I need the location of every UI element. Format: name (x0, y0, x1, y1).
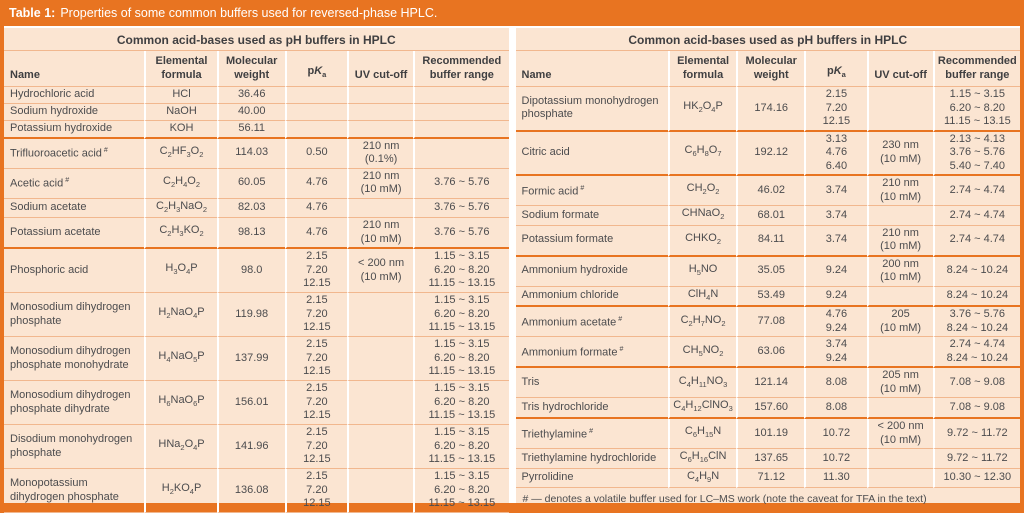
cell-molecular-weight: 98.0 (217, 249, 285, 293)
cell-buffer-range: 1.15 ~ 3.15 6.20 ~ 8.20 11.15 ~ 13.15 (413, 469, 508, 513)
cell-formula: $C_2HF_3O_2$ (144, 139, 216, 169)
cell-uv-cutoff: 205 (10 mM) (867, 307, 933, 337)
cell-pka: 9.24 (804, 287, 866, 308)
cell-molecular-weight: 192.12 (736, 132, 804, 177)
cell-name: Ammonium chloride (516, 287, 668, 308)
column-header-mw: Molecular weight (217, 51, 285, 87)
column-headers (516, 51, 1021, 87)
cell-buffer-range: 1.15 ~ 3.15 6.20 ~ 8.20 11.15 ~ 13.15 (933, 87, 1020, 132)
cell-buffer-range: 7.08 ~ 9.08 (933, 368, 1020, 398)
column-header-uv: UV cut-off (347, 51, 413, 87)
cell-formula: $H_4NaO_5P$ (144, 337, 216, 381)
cell-pka: 8.08 (804, 398, 866, 419)
cell-formula: $H_6NaO_6P$ (144, 381, 216, 425)
cell-buffer-range (413, 104, 508, 121)
buffer-table-left (4, 51, 509, 513)
cell-name: Citric acid (516, 132, 668, 177)
buffer-table-right (516, 51, 1021, 488)
table-row (4, 139, 509, 169)
cell-buffer-range: 3.76 ~ 5.76 (413, 218, 508, 249)
cell-uv-cutoff (867, 287, 933, 308)
cell-molecular-weight: 71.12 (736, 469, 804, 489)
table-row (4, 199, 509, 219)
cell-uv-cutoff: 210 nm (10 mM) (867, 226, 933, 257)
cell-pka: 4.76 (285, 169, 347, 199)
table-row (516, 419, 1021, 449)
cell-uv-cutoff (347, 87, 413, 104)
cell-molecular-weight: 137.99 (217, 337, 285, 381)
cell-molecular-weight: 121.14 (736, 368, 804, 398)
cell-name: Monopotassium dihydrogen phosphate (4, 469, 144, 513)
cell-formula: $CH_5NO_2$ (668, 337, 736, 368)
cell-pka: 2.15 7.20 12.15 (285, 425, 347, 469)
cell-buffer-range: 1.15 ~ 3.15 6.20 ~ 8.20 11.15 ~ 13.15 (413, 337, 508, 381)
table-row (516, 398, 1021, 419)
cell-uv-cutoff (347, 425, 413, 469)
cell-molecular-weight: 157.60 (736, 398, 804, 419)
cell-name: Triethylamine hydrochloride (516, 449, 668, 469)
table-row (516, 176, 1021, 206)
cell-molecular-weight: 36.46 (217, 87, 285, 104)
cell-uv-cutoff (347, 199, 413, 219)
cell-buffer-range: 2.74 ~ 4.74 8.24 ~ 10.24 (933, 337, 1020, 368)
cell-name: Disodium monohydrogen phosphate (4, 425, 144, 469)
cell-pka: 10.72 (804, 449, 866, 469)
cell-pka: 2.15 7.20 12.15 (285, 337, 347, 381)
cell-uv-cutoff (347, 381, 413, 425)
column-header-pka: $pK_a$ (804, 51, 866, 87)
column-header-formula: Elemental formula (144, 51, 216, 87)
cell-buffer-range: 2.74 ~ 4.74 (933, 206, 1020, 226)
volatile-marker: # (589, 427, 594, 435)
cell-buffer-range: 10.30 ~ 12.30 (933, 469, 1020, 489)
table-row (516, 287, 1021, 308)
cell-uv-cutoff: < 200 nm (10 mM) (347, 249, 413, 293)
cell-molecular-weight: 60.05 (217, 169, 285, 199)
cell-formula: $C_6H_8O_7$ (668, 132, 736, 177)
cell-pka: 0.50 (285, 139, 347, 169)
cell-formula: $C_2H_3NaO_2$ (144, 199, 216, 219)
cell-pka: 3.74 9.24 (804, 337, 866, 368)
cell-pka: 8.08 (804, 368, 866, 398)
cell-molecular-weight: 40.00 (217, 104, 285, 121)
cell-uv-cutoff (347, 121, 413, 139)
table-row (516, 307, 1021, 337)
cell-molecular-weight: 82.03 (217, 199, 285, 219)
column-headers (4, 51, 509, 87)
column-header-formula: Elemental formula (668, 51, 736, 87)
column-header-pka: $pK_a$ (285, 51, 347, 87)
cell-formula: $C_4H_9N$ (668, 469, 736, 489)
cell-name: Formic acid # (516, 176, 668, 206)
volatile-marker: # (65, 177, 70, 185)
cell-formula: $C_6H_{16}ClN$ (668, 449, 736, 469)
left-buffer-panel (4, 28, 509, 510)
table-row (4, 337, 509, 381)
cell-molecular-weight: 174.16 (736, 87, 804, 132)
volatile-marker: # (618, 316, 623, 324)
cell-uv-cutoff (347, 104, 413, 121)
column-header-range: Recommended buffer range (933, 51, 1020, 87)
cell-formula: $HNa_2O_4P$ (144, 425, 216, 469)
cell-uv-cutoff (867, 469, 933, 489)
cell-buffer-range: 1.15 ~ 3.15 6.20 ~ 8.20 11.15 ~ 13.15 (413, 293, 508, 337)
table-row (4, 249, 509, 293)
cell-uv-cutoff: 210 nm (10 mM) (347, 218, 413, 249)
cell-molecular-weight: 84.11 (736, 226, 804, 257)
cell-name: Sodium acetate (4, 199, 144, 219)
cell-buffer-range: 8.24 ~ 10.24 (933, 257, 1020, 287)
cell-uv-cutoff (867, 449, 933, 469)
cell-uv-cutoff (867, 337, 933, 368)
cell-buffer-range: 1.15 ~ 3.15 6.20 ~ 8.20 11.15 ~ 13.15 (413, 381, 508, 425)
cell-pka: 2.15 7.20 12.15 (285, 381, 347, 425)
cell-uv-cutoff (867, 87, 933, 132)
cell-buffer-range: 9.72 ~ 11.72 (933, 419, 1020, 449)
cell-molecular-weight: 77.08 (736, 307, 804, 337)
cell-pka: 4.76 (285, 199, 347, 219)
cell-formula: $C_2H_3KO_2$ (144, 218, 216, 249)
cell-formula: $H_3O_4P$ (144, 249, 216, 293)
cell-name: Ammonium formate # (516, 337, 668, 368)
cell-formula: KOH (144, 121, 216, 139)
header-row (4, 51, 509, 87)
cell-name: Tris (516, 368, 668, 398)
table-row (516, 469, 1021, 489)
cell-formula: $CH_2O_2$ (668, 176, 736, 206)
right-buffer-panel (516, 28, 1021, 506)
table-subtitle: Common acid-bases used as pH buffers in HPLC (4, 28, 509, 51)
cell-name: Monosodium dihydrogen phosphate (4, 293, 144, 337)
cell-name: Hydrochloric acid (4, 87, 144, 104)
cell-uv-cutoff (347, 337, 413, 381)
cell-molecular-weight: 119.98 (217, 293, 285, 337)
table-row (516, 337, 1021, 368)
cell-formula: CHNaO$_2$ (668, 206, 736, 226)
cell-name: Monosodium dihydrogen phosphate monohydrate (4, 337, 144, 381)
table-row (4, 381, 509, 425)
table-row (516, 226, 1021, 257)
cell-buffer-range: 8.24 ~ 10.24 (933, 287, 1020, 308)
cell-uv-cutoff (347, 469, 413, 513)
table-row (4, 293, 509, 337)
cell-pka: 3.13 4.76 6.40 (804, 132, 866, 177)
cell-name: Ammonium acetate # (516, 307, 668, 337)
cell-uv-cutoff: 210 nm (0.1%) (347, 139, 413, 169)
cell-pka: 10.72 (804, 419, 866, 449)
cell-name: Tris hydrochloride (516, 398, 668, 419)
cell-buffer-range: 7.08 ~ 9.08 (933, 398, 1020, 419)
cell-formula: ClH$_4$N (668, 287, 736, 308)
table-subtitle: Common acid-bases used as pH buffers in HPLC (516, 28, 1021, 51)
cell-uv-cutoff: 230 nm (10 mM) (867, 132, 933, 177)
cell-formula: $C_6H_{15}N$ (668, 419, 736, 449)
volatile-marker: # (580, 184, 585, 192)
cell-molecular-weight: 141.96 (217, 425, 285, 469)
cell-pka: 2.15 7.20 12.15 (285, 249, 347, 293)
table-row (516, 257, 1021, 287)
table-row (4, 121, 509, 139)
cell-buffer-range: 2.74 ~ 4.74 (933, 226, 1020, 257)
table-caption-label: Table 1: (9, 6, 56, 20)
cell-uv-cutoff: 210 nm (10 mM) (347, 169, 413, 199)
cell-formula: NaOH (144, 104, 216, 121)
cell-formula: $CHKO_2$ (668, 226, 736, 257)
cell-formula: $C_4H_{11}NO_3$ (668, 368, 736, 398)
cell-name: Sodium formate (516, 206, 668, 226)
cell-pka: 4.76 (285, 218, 347, 249)
cell-molecular-weight: 156.01 (217, 381, 285, 425)
cell-name: Ammonium hydroxide (516, 257, 668, 287)
cell-name: Acetic acid # (4, 169, 144, 199)
table-row (4, 169, 509, 199)
cell-name: Potassium acetate (4, 218, 144, 249)
cell-molecular-weight: 68.01 (736, 206, 804, 226)
cell-pka: 3.74 (804, 176, 866, 206)
table-row (4, 218, 509, 249)
cell-uv-cutoff: 210 nm (10 mM) (867, 176, 933, 206)
cell-pka: 3.74 (804, 206, 866, 226)
cell-buffer-range: 2.13 ~ 4.13 3.76 ~ 5.76 5.40 ~ 7.40 (933, 132, 1020, 177)
cell-buffer-range (413, 87, 508, 104)
cell-buffer-range: 3.76 ~ 5.76 (413, 199, 508, 219)
cell-name: Triethylamine # (516, 419, 668, 449)
column-header-uv: UV cut-off (867, 51, 933, 87)
cell-molecular-weight: 56.11 (217, 121, 285, 139)
cell-name: Trifluoroacetic acid # (4, 139, 144, 169)
cell-name: Dipotassium monohydrogen phosphate (516, 87, 668, 132)
cell-pka: 11.30 (804, 469, 866, 489)
cell-name: Phosphoric acid (4, 249, 144, 293)
cell-buffer-range: 1.15 ~ 3.15 6.20 ~ 8.20 11.15 ~ 13.15 (413, 425, 508, 469)
cell-name: Pyrrolidine (516, 469, 668, 489)
table-row (4, 469, 509, 513)
cell-formula: $H_5NO$ (668, 257, 736, 287)
cell-formula: HCl (144, 87, 216, 104)
cell-formula: $H_2KO_4P$ (144, 469, 216, 513)
table-body (4, 87, 509, 513)
cell-pka (285, 87, 347, 104)
header-row (516, 51, 1021, 87)
footnote: # — denotes a volatile buffer used for LC–MS work (note the caveat for TFA in the text) (522, 493, 927, 506)
cell-formula: $C_4H_{12}ClNO_3$ (668, 398, 736, 419)
table-row (516, 449, 1021, 469)
cell-formula: $C_2H_4O_2$ (144, 169, 216, 199)
cell-name: Monosodium dihydrogen phosphate dihydrate (4, 381, 144, 425)
cell-buffer-range (413, 139, 508, 169)
cell-formula: $HK_2O_4P$ (668, 87, 736, 132)
cell-name: Sodium hydroxide (4, 104, 144, 121)
table-caption-text: Properties of some common buffers used for reversed-phase HPLC. (60, 6, 438, 20)
table-row (4, 87, 509, 104)
cell-uv-cutoff (347, 293, 413, 337)
cell-molecular-weight: 101.19 (736, 419, 804, 449)
cell-pka (285, 104, 347, 121)
cell-pka: 2.15 7.20 12.15 (285, 469, 347, 513)
cell-uv-cutoff: 205 nm (10 mM) (867, 368, 933, 398)
volatile-marker: # (619, 346, 624, 354)
cell-name: Potassium formate (516, 226, 668, 257)
column-header-name: Name (516, 51, 668, 87)
cell-buffer-range: 9.72 ~ 11.72 (933, 449, 1020, 469)
cell-buffer-range: 2.74 ~ 4.74 (933, 176, 1020, 206)
cell-pka: 3.74 (804, 226, 866, 257)
table-row (516, 368, 1021, 398)
cell-formula: $C_2H_7NO_2$ (668, 307, 736, 337)
cell-molecular-weight: 136.08 (217, 469, 285, 513)
cell-buffer-range (413, 121, 508, 139)
cell-molecular-weight: 114.03 (217, 139, 285, 169)
table-row (516, 87, 1021, 132)
cell-uv-cutoff: 200 nm (10 mM) (867, 257, 933, 287)
table-row (516, 132, 1021, 177)
table-body (516, 87, 1021, 488)
table-row (4, 104, 509, 121)
cell-molecular-weight: 137.65 (736, 449, 804, 469)
cell-pka: 2.15 7.20 12.15 (285, 293, 347, 337)
cell-buffer-range: 3.76 ~ 5.76 (413, 169, 508, 199)
cell-formula: $H_2NaO_4P$ (144, 293, 216, 337)
cell-pka (285, 121, 347, 139)
volatile-marker: # (103, 147, 108, 155)
column-header-mw: Molecular weight (736, 51, 804, 87)
cell-molecular-weight: 63.06 (736, 337, 804, 368)
cell-molecular-weight: 53.49 (736, 287, 804, 308)
table-row (4, 425, 509, 469)
cell-buffer-range: 1.15 ~ 3.15 6.20 ~ 8.20 11.15 ~ 13.15 (413, 249, 508, 293)
cell-name: Potassium hydroxide (4, 121, 144, 139)
cell-pka: 9.24 (804, 257, 866, 287)
cell-molecular-weight: 98.13 (217, 218, 285, 249)
column-header-range: Recommended buffer range (413, 51, 508, 87)
cell-buffer-range: 3.76 ~ 5.76 8.24 ~ 10.24 (933, 307, 1020, 337)
cell-pka: 4.76 9.24 (804, 307, 866, 337)
title-bar (0, 0, 1024, 26)
cell-uv-cutoff (867, 206, 933, 226)
table-row (516, 206, 1021, 226)
cell-pka: 2.15 7.20 12.15 (804, 87, 866, 132)
column-header-name: Name (4, 51, 144, 87)
cell-uv-cutoff (867, 398, 933, 419)
table-frame (4, 26, 1020, 510)
cell-molecular-weight: 46.02 (736, 176, 804, 206)
cell-molecular-weight: 35.05 (736, 257, 804, 287)
cell-uv-cutoff: < 200 nm (10 mM) (867, 419, 933, 449)
